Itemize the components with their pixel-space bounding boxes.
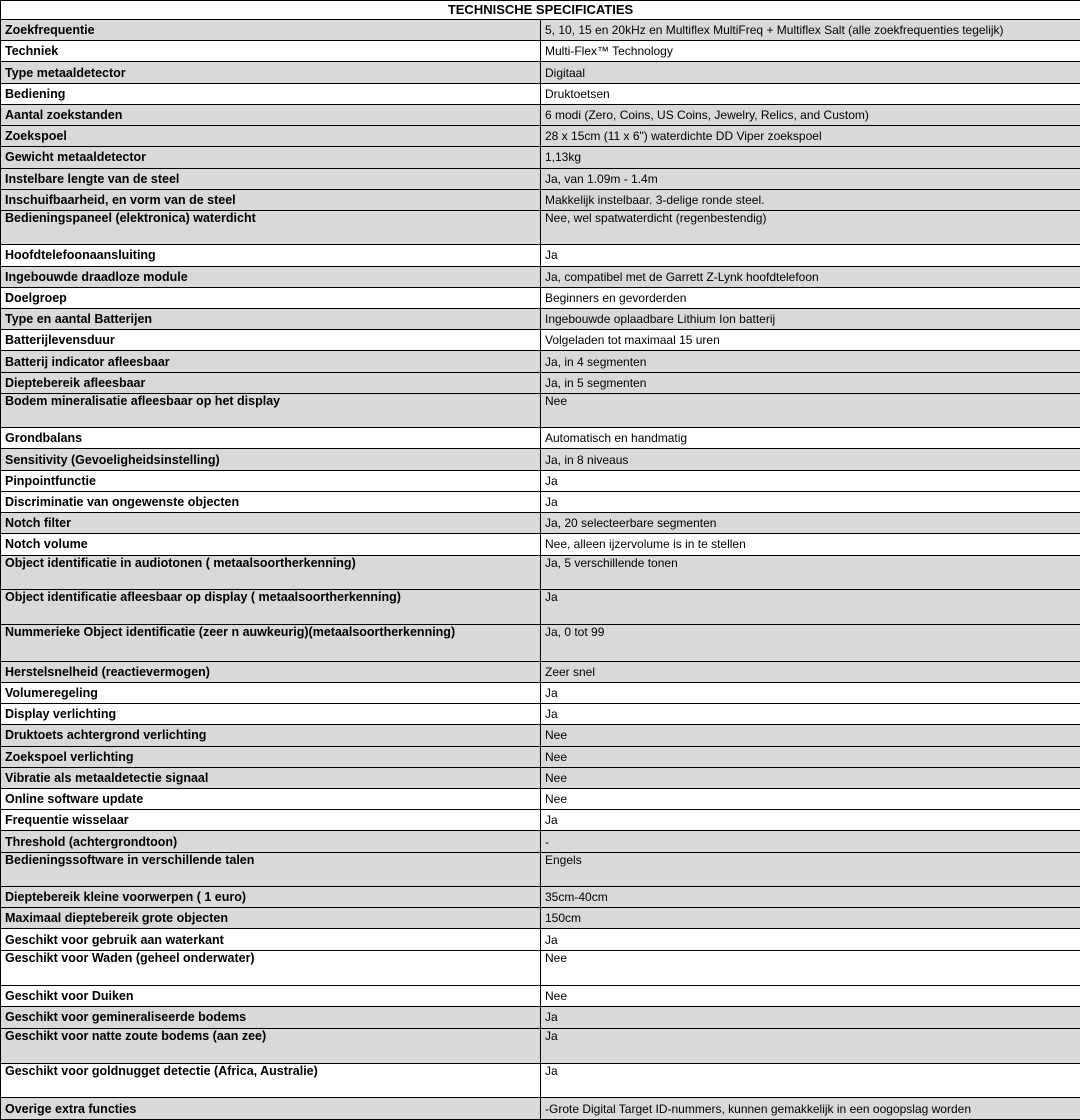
spec-value: Nee: [541, 725, 1080, 746]
table-row: [1, 1098, 1080, 1120]
spec-value: Ja, in 8 niveaus: [541, 449, 1080, 470]
table-row: [1, 1028, 1080, 1063]
table-row: [1, 555, 1080, 589]
spec-value: 1,13kg: [541, 147, 1080, 168]
spec-value: Beginners en gevorderden: [541, 287, 1080, 308]
table-row: [1, 852, 1080, 886]
spec-value: Druktoetsen: [541, 83, 1080, 104]
table-row: [1, 393, 1080, 427]
spec-value: Nee: [541, 746, 1080, 767]
table-row: [1, 266, 1080, 287]
table-row: [1, 168, 1080, 189]
spec-label: Frequentie wisselaar: [1, 810, 541, 831]
table-row: [1, 62, 1080, 83]
table-row: [1, 372, 1080, 393]
spec-label: Herstelsnelheid (reactievermogen): [1, 661, 541, 682]
spec-label: Zoekfrequentie: [1, 20, 541, 41]
table-row: [1, 704, 1080, 725]
table-row: [1, 330, 1080, 351]
spec-label: Overige extra functies: [1, 1098, 541, 1120]
spec-label: Ingebouwde draadloze module: [1, 266, 541, 287]
spec-value: Ja: [541, 589, 1080, 624]
spec-label: Notch volume: [1, 534, 541, 555]
spec-label: Maximaal dieptebereik grote objecten: [1, 908, 541, 929]
spec-label: Bodem mineralisatie afleesbaar op het display: [1, 393, 541, 427]
spec-value: Ja: [541, 1028, 1080, 1063]
spec-label: Volumeregeling: [1, 682, 541, 703]
spec-value: 150cm: [541, 908, 1080, 929]
spec-label: Online software update: [1, 789, 541, 810]
table-row: [1, 287, 1080, 308]
spec-label: Geschikt voor natte zoute bodems (aan zee): [1, 1028, 541, 1063]
table-row: [1, 189, 1080, 210]
spec-label: Batterij indicator afleesbaar: [1, 351, 541, 372]
spec-value: Nee: [541, 767, 1080, 788]
table-row: [1, 513, 1080, 534]
spec-value: Zeer snel: [541, 661, 1080, 682]
spec-label: Bedieningssoftware in verschillende talen: [1, 852, 541, 886]
spec-label: Geschikt voor gemineraliseerde bodems: [1, 1007, 541, 1028]
spec-label: Doelgroep: [1, 287, 541, 308]
spec-label: Geschikt voor gebruik aan waterkant: [1, 929, 541, 950]
spec-value: Ja: [541, 810, 1080, 831]
spec-label: Geschikt voor Duiken: [1, 986, 541, 1007]
spec-value: Nee, wel spatwaterdicht (regenbestendig): [541, 210, 1080, 244]
spec-label: Grondbalans: [1, 428, 541, 449]
spec-value: Ja, van 1.09m - 1.4m: [541, 168, 1080, 189]
spec-label: Gewicht metaaldetector: [1, 147, 541, 168]
spec-value: Ja: [541, 491, 1080, 512]
spec-label: Zoekspoel verlichting: [1, 746, 541, 767]
table-row: [1, 682, 1080, 703]
table-row: [1, 449, 1080, 470]
spec-value: 6 modi (Zero, Coins, US Coins, Jewelry, Relics, and Custom): [541, 104, 1080, 125]
table-row: [1, 309, 1080, 330]
spec-label: Object identificatie afleesbaar op display ( metaalsoortherkenning): [1, 589, 541, 624]
table-row: [1, 534, 1080, 555]
table-row: [1, 1007, 1080, 1028]
table-row: [1, 625, 1080, 661]
table-row: [1, 104, 1080, 125]
spec-label: Type metaaldetector: [1, 62, 541, 83]
spec-value: -Grote Digital Target ID-nummers, kunnen gemakkelijk in een oogopslag worden: [541, 1098, 1080, 1120]
spec-value: Ja: [541, 929, 1080, 950]
table-row: [1, 767, 1080, 788]
spec-value: Automatisch en handmatig: [541, 428, 1080, 449]
table-row: [1, 351, 1080, 372]
spec-value: Ingebouwde oplaadbare Lithium Ion batterij: [541, 309, 1080, 330]
spec-value: Ja: [541, 245, 1080, 266]
spec-label: Notch filter: [1, 513, 541, 534]
spec-label: Display verlichting: [1, 704, 541, 725]
table-row: [1, 491, 1080, 512]
spec-label: Threshold (achtergrondtoon): [1, 831, 541, 852]
spec-label: Techniek: [1, 41, 541, 62]
spec-value: Ja: [541, 682, 1080, 703]
table-header: TECHNISCHE SPECIFICATIES: [1, 1, 1080, 20]
spec-value: Makkelijk instelbaar. 3-delige ronde steel.: [541, 189, 1080, 210]
table-row: [1, 20, 1080, 41]
spec-label: Druktoets achtergrond verlichting: [1, 725, 541, 746]
spec-value: 28 x 15cm (11 x 6") waterdichte DD Viper zoekspoel: [541, 126, 1080, 147]
spec-value: Ja, in 4 segmenten: [541, 351, 1080, 372]
spec-label: Bediening: [1, 83, 541, 104]
spec-label: Dieptebereik kleine voorwerpen ( 1 euro): [1, 887, 541, 908]
table-row: [1, 470, 1080, 491]
spec-label: Hoofdtelefoonaansluiting: [1, 245, 541, 266]
table-row: [1, 789, 1080, 810]
spec-label: Pinpointfunctie: [1, 470, 541, 491]
spec-label: Inschuifbaarheid, en vorm van de steel: [1, 189, 541, 210]
spec-label: Object identificatie in audiotonen ( metaalsoortherkenning): [1, 555, 541, 589]
spec-value: Ja, 5 verschillende tonen: [541, 555, 1080, 589]
table-row: [1, 589, 1080, 624]
table-row: [1, 41, 1080, 62]
spec-label: Instelbare lengte van de steel: [1, 168, 541, 189]
spec-value: Ja: [541, 470, 1080, 491]
spec-label: Batterijlevensduur: [1, 330, 541, 351]
spec-value: Ja, compatibel met de Garrett Z-Lynk hoofdtelefoon: [541, 266, 1080, 287]
spec-label: Vibratie als metaaldetectie signaal: [1, 767, 541, 788]
table-row: [1, 126, 1080, 147]
table-row: [1, 245, 1080, 266]
spec-label: Geschikt voor goldnugget detectie (Africa, Australie): [1, 1063, 541, 1097]
spec-value: Ja: [541, 704, 1080, 725]
spec-value: Nee, alleen ijzervolume is in te stellen: [541, 534, 1080, 555]
spec-label: Geschikt voor Waden (geheel onderwater): [1, 950, 541, 985]
table-row: [1, 1063, 1080, 1097]
spec-value: Volgeladen tot maximaal 15 uren: [541, 330, 1080, 351]
spec-label: Discriminatie van ongewenste objecten: [1, 491, 541, 512]
spec-value: Digitaal: [541, 62, 1080, 83]
table-row: [1, 661, 1080, 682]
spec-label: Sensitivity (Gevoeligheidsinstelling): [1, 449, 541, 470]
spec-value: Ja, in 5 segmenten: [541, 372, 1080, 393]
table-row: [1, 929, 1080, 950]
spec-value: Ja: [541, 1063, 1080, 1097]
table-row: [1, 810, 1080, 831]
table-row: [1, 986, 1080, 1007]
table-row: [1, 147, 1080, 168]
table-row: [1, 428, 1080, 449]
spec-label: Type en aantal Batterijen: [1, 309, 541, 330]
spec-value: 5, 10, 15 en 20kHz en Multiflex MultiFreq + Multiflex Salt (alle zoekfrequenties tegelijk): [541, 20, 1080, 41]
spec-value: -: [541, 831, 1080, 852]
spec-value: Multi-Flex™ Technology: [541, 41, 1080, 62]
spec-value: Ja: [541, 1007, 1080, 1028]
spec-value: Nee: [541, 393, 1080, 427]
spec-label: Zoekspoel: [1, 126, 541, 147]
table-row: [1, 831, 1080, 852]
table-row: [1, 210, 1080, 244]
spec-value: Engels: [541, 852, 1080, 886]
spec-value: Nee: [541, 789, 1080, 810]
spec-value: 35cm-40cm: [541, 887, 1080, 908]
spec-value: Nee: [541, 950, 1080, 985]
table-row: [1, 83, 1080, 104]
spec-label: Bedieningspaneel (elektronica) waterdicht: [1, 210, 541, 244]
spec-value: Ja, 20 selecteerbare segmenten: [541, 513, 1080, 534]
table-row: [1, 908, 1080, 929]
spec-value: Ja, 0 tot 99: [541, 625, 1080, 661]
spec-label: Aantal zoekstanden: [1, 104, 541, 125]
spec-label: Nummerieke Object identificatie (zeer n auwkeurig)(metaalsoortherkenning): [1, 625, 541, 661]
table-row: [1, 746, 1080, 767]
table-row: [1, 950, 1080, 985]
spec-value: Nee: [541, 986, 1080, 1007]
table-row: [1, 887, 1080, 908]
spec-label: Dieptebereik afleesbaar: [1, 372, 541, 393]
specifications-body: [1, 20, 1080, 1120]
table-row: [1, 725, 1080, 746]
